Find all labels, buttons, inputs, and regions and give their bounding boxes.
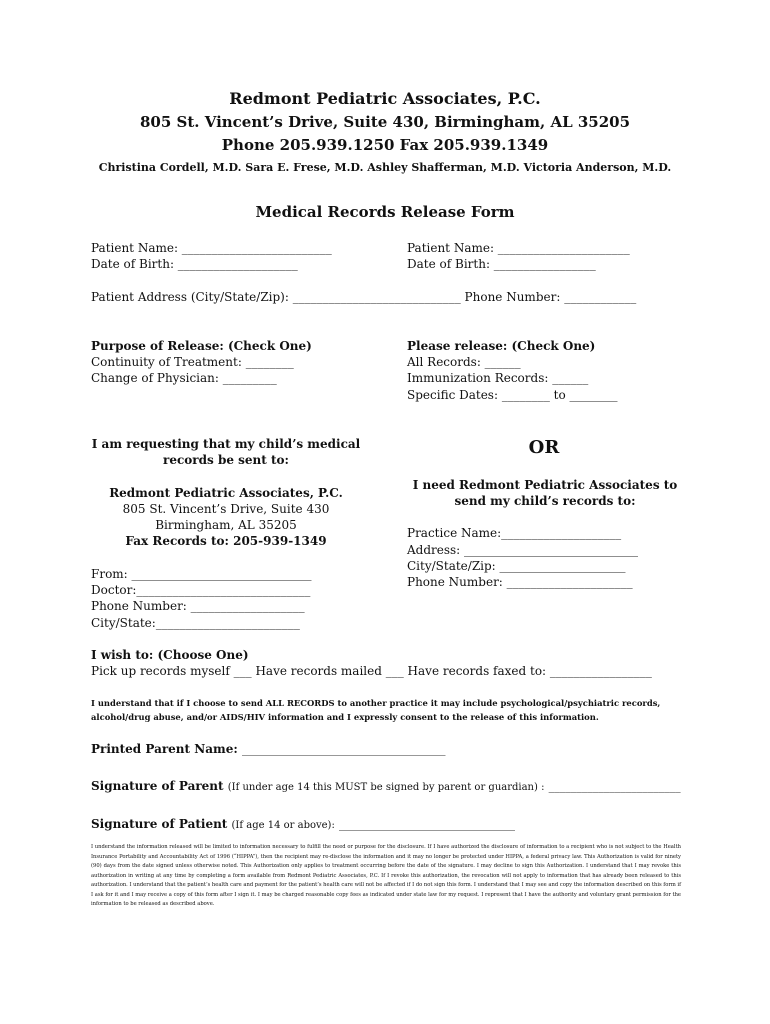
patient-name-field-right[interactable]: Patient Name: ______________________ [407, 241, 630, 255]
practice-phone-fax: Phone 205.939.1250 Fax 205.939.1349 [221, 136, 549, 154]
delivery-method-options[interactable]: Pick up records myself ___ Have records mailed ___ Have records faxed to: _________________ [91, 664, 652, 678]
practice-name-field[interactable]: Practice Name:____________________ [407, 526, 622, 540]
recipient-address-line2: Birmingham, AL 35205 [155, 518, 297, 532]
recipient-fax: Fax Records to: 205-939-1349 [125, 534, 327, 548]
or-divider-label: OR [528, 437, 560, 458]
doctor-list: Christina Cordell, M.D. Sara E. Frese, M.D. Ashley Shafferman, M.D. Victoria Anderson, M.D. [98, 161, 672, 174]
request-sent-to-line2: records be sent to: [163, 453, 289, 467]
send-records-line1: I need Redmont Pediatric Associates to [412, 478, 678, 492]
parent-signature-input[interactable]: ________________________ [548, 780, 681, 793]
practice-name-heading: Redmont Pediatric Associates, P.C. [229, 89, 541, 108]
phone-number-field[interactable]: Phone Number: _____________________ [407, 575, 633, 589]
date-of-birth-field-right[interactable]: Date of Birth: _________________ [407, 257, 596, 271]
patient-address-phone-field[interactable]: Patient Address (City/State/Zip): ____________________________ Phone Number: ____________ [91, 290, 637, 304]
recipient-address-line1: 805 St. Vincent’s Drive, Suite 430 [122, 502, 330, 516]
practice-address: 805 St. Vincent’s Drive, Suite 430, Birmingham, AL 35205 [139, 113, 631, 131]
form-title: Medical Records Release Form [255, 203, 515, 221]
continuity-of-treatment-option[interactable]: Continuity of Treatment: ________ [91, 355, 294, 369]
patient-signature-input[interactable]: ________________________________ [339, 818, 516, 831]
date-of-birth-field-left[interactable]: Date of Birth: ____________________ [91, 257, 298, 271]
printed-parent-name-input[interactable]: _____________________________________ [241, 743, 446, 756]
change-of-physician-option[interactable]: Change of Physician: _________ [91, 371, 277, 385]
wish-heading: I wish to: (Choose One) [91, 648, 249, 662]
city-state-zip-field[interactable]: City/State/Zip: _____________________ [407, 559, 626, 573]
from-phone-field[interactable]: Phone Number: ___________________ [91, 599, 305, 613]
send-records-line2: send my child’s records to: [454, 494, 636, 508]
from-field[interactable]: From: ______________________________ [91, 567, 312, 581]
patient-signature-note: (If age 14 or above): [231, 820, 335, 831]
patient-signature-row [91, 817, 515, 831]
doctor-field[interactable]: Doctor:_____________________________ [91, 583, 311, 597]
address-field[interactable]: Address: _____________________________ [407, 543, 639, 557]
consent-statement: I understand that if I choose to send ALL RECORDS to another practice it may include psychological/psychiatric records, alcohol/drug abuse, and/or AIDS/HIV information and I expressly consent to the release of this information. [91, 698, 661, 722]
request-sent-to-line1: I am requesting that my child’s medical [91, 437, 361, 451]
patient-signature-label: Signature of Patient [91, 817, 228, 831]
immunization-records-option[interactable]: Immunization Records: ______ [407, 371, 589, 385]
parent-signature-label: Signature of Parent [91, 779, 224, 793]
purpose-heading: Purpose of Release: (Check One) [91, 339, 312, 353]
recipient-practice-name: Redmont Pediatric Associates, P.C. [109, 486, 343, 500]
authorization-fine-print: I understand the information released will be limited to information necessary to fulfill the need or purpose for the disclosure. If I have authorized the disclosure of information to a recipient who is not subject to the Health Insurance Portability and Accountability Act of 1996 (“HIPPA”), then the recipient may re-disclose the information and it may no longer be protected under HIPPA, a federal privacy law. This Authorization is valid for ninety (90) days from the date signed unless otherwise noted. This Authorization only applies to treatment occurring before the date of the signature. I may decline to sign this Authorization. I understand that I may revoke this authorization in writing at any time by completing a form available from Redmont Pediatric Associates, P.C. If I revoke this authorization, the revocation will not apply to information that has already been released to this authorization. I understand that the patient’s health care and payment for the patient’s health care will not be affected if I do not sign this form. I understand that I may see and copy the information described on this form if I ask for it and I may receive a copy of this form after I sign it. I may be charged reasonable copy fees as indicated under state law for my request. I represent that I have the authority and voluntary grant permission for the information to be released as described above. [91, 844, 681, 907]
from-city-state-field[interactable]: City/State:________________________ [91, 616, 300, 630]
parent-signature-note: (If under age 14 this MUST be signed by parent or guardian) : [227, 782, 545, 793]
printed-parent-name-label: Printed Parent Name: [91, 742, 238, 756]
all-records-option[interactable]: All Records: ______ [407, 355, 521, 369]
printed-parent-name-row [91, 742, 445, 756]
parent-signature-row [91, 779, 681, 793]
patient-name-field-left[interactable]: Patient Name: _________________________ [91, 241, 332, 255]
specific-dates-option[interactable]: Specific Dates: ________ to ________ [407, 388, 618, 402]
release-heading: Please release: (Check One) [407, 339, 596, 353]
